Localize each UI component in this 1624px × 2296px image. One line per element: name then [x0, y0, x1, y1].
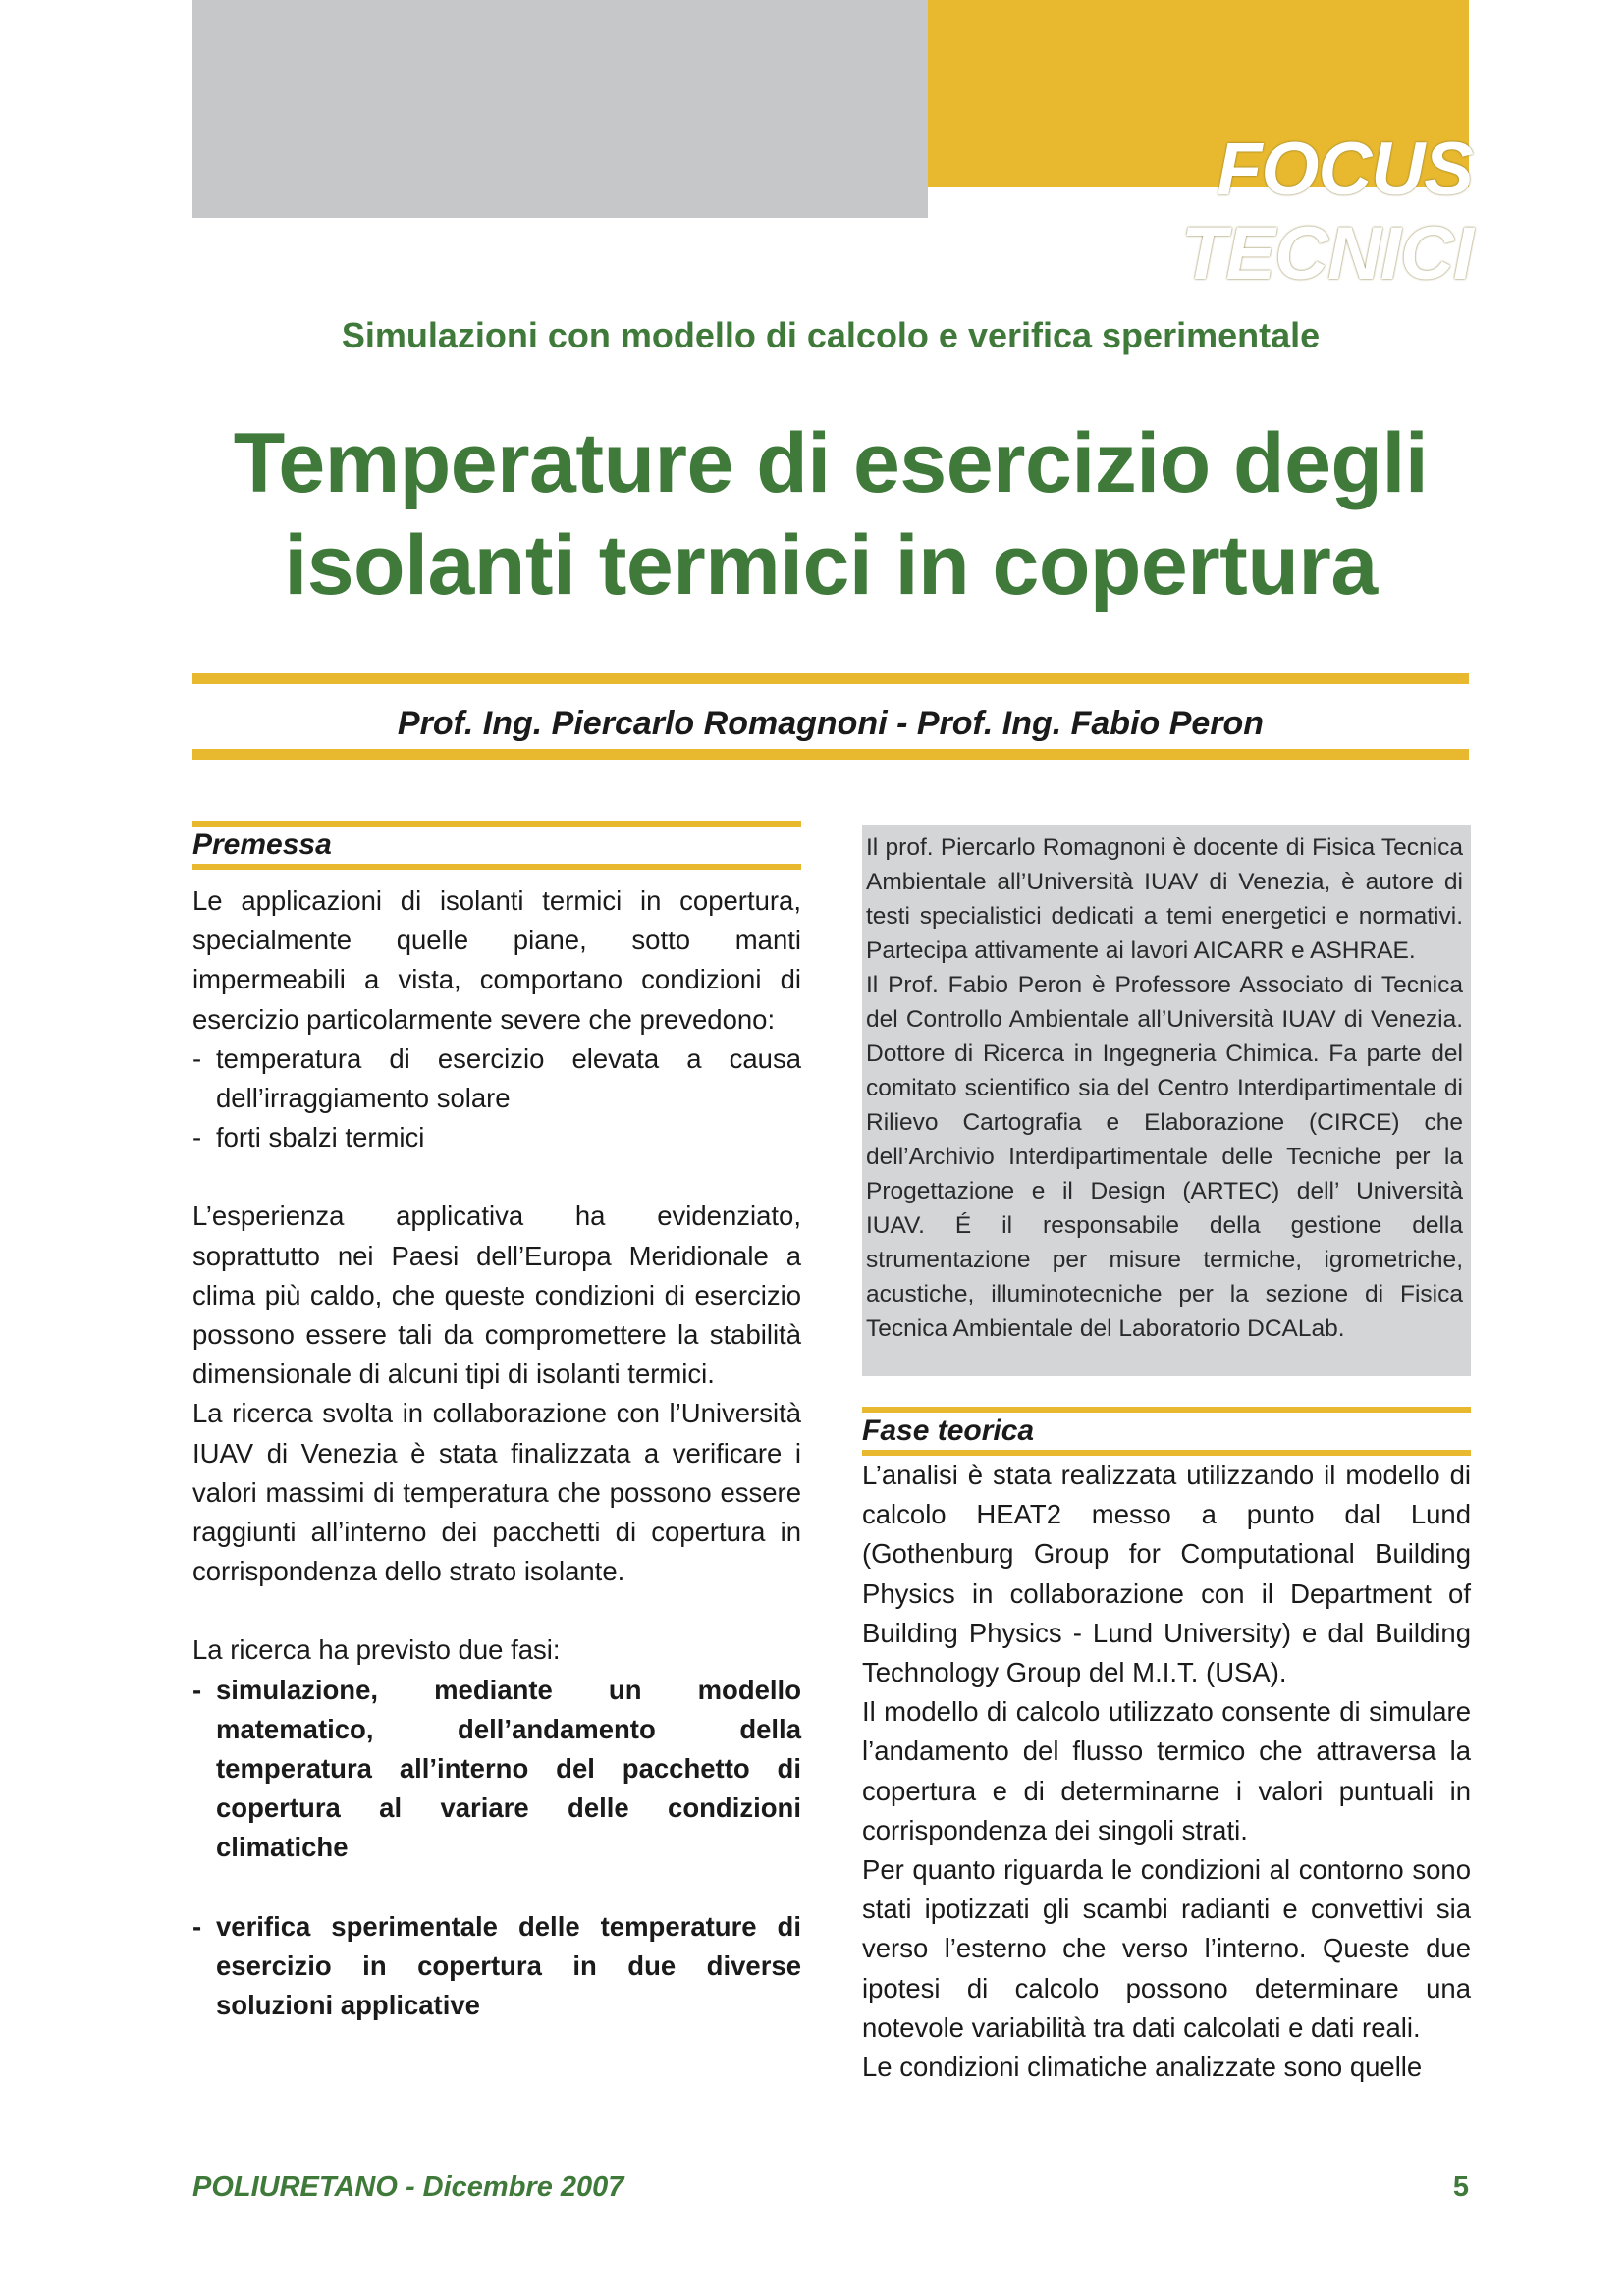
fase-teorica-paragraph-2: Il modello di calcolo utilizzato consente di simulare l’andamento del flusso termico che attraversa la copertura e di determinarne i valori puntuali in corrispondenza dei singoli strati. [862, 1696, 1471, 1845]
bio-paragraph-2: Il Prof. Fabio Peron è Professore Associato di Tecnica del Controllo Ambientale all’Università IUAV di Venezia. Dottore di Ricerca in Ingegneria Chimica. Fa parte del comitato scientifico sia del Centro Interdipartimentale di Rilievo Cartografia e Elaborazione (CIRCE) che dell’Archivio Interdipartimentale delle Tecniche per la Progettazione e il Design (ARTEC) dell’ Università IUAV. É il responsabile della gestione della strumentazione per misure termiche, igrometriche, acustiche, illuminotecniche per la sezione di Fisica Tecnica Ambientale del Laboratorio DCALab. [866, 972, 1463, 1342]
research-phases-list [192, 1671, 801, 2026]
premessa-heading: Premessa [192, 821, 801, 870]
premessa-conditions-list [192, 1040, 801, 1158]
author-bio-box [862, 825, 1471, 1376]
premessa-paragraph-4: La ricerca ha previsto due fasi: [192, 1634, 561, 1666]
right-column [862, 1407, 1471, 2087]
premessa-intro: Le applicazioni di isolanti termici in copertura, specialmente quelle piane, sotto manti impermeabili a vista, comportano condizioni di esercizio particolarmente severe che prevedono: [192, 885, 801, 1035]
bio-paragraph-1: Il prof. Piercarlo Romagnoni è docente di Fisica Tecnica Ambientale all’Università IUAV di Venezia, è autore di testi specialistici dedicati a temi energetici e normativi. Partecipa attivamente ai lavori AICARR e ASHRAE. [866, 834, 1463, 964]
authors-rule-top [192, 673, 1469, 684]
list-item: - simulazione, mediante un modello matematico, dell’andamento della temperatura all’interno del pacchetto di copertura al variare delle condizioni climatiche [192, 1671, 801, 1868]
article-title [192, 412, 1469, 616]
page-number: 5 [1452, 2171, 1469, 2203]
fase-teorica-paragraph-1: L’analisi è stata realizzata utilizzando il modello di calcolo HEAT2 messo a punto dal Lund (Gothenburg Group for Computational Building Physics in collaborazione con il Department of Building Physics - Lund University) e dal Building Technology Group del M.I.T. (USA). [862, 1460, 1471, 1688]
article-title-line-1: Temperature di esercizio degli [233, 416, 1429, 510]
footer-publication: POLIURETANO - Dicembre 2007 [192, 2171, 624, 2203]
article-authors: Prof. Ing. Piercarlo Romagnoni - Prof. Ing. Fabio Peron [397, 705, 1265, 742]
premessa-paragraph-2: L’esperienza applicativa ha evidenziato, soprattutto nei Paesi dell’Europa Meridionale a clima più caldo, che queste condizioni di esercizio possono essere tali da compromettere la stabilità dimensionale di alcuni tipi di isolanti termici. [192, 1201, 801, 1390]
authors-rule-bottom [192, 749, 1469, 760]
article-subtitle: Simulazioni con modello di calcolo e verifica sperimentale [341, 315, 1321, 355]
premessa-paragraph-3: La ricerca svolta in collaborazione con l’Università IUAV di Venezia è stata finalizzata a verificare i valori massimi di temperatura che possono essere raggiunti all’interno dei pacchetti di copertura in corrispondenza dello strato isolante. [192, 1398, 801, 1587]
list-item: - forti sbalzi termici [192, 1118, 801, 1157]
list-item: - temperatura di esercizio elevata a causa dell’irraggiamento solare [192, 1040, 801, 1118]
left-column [192, 821, 801, 2025]
section-label: FOCUS TECNICI [1181, 128, 1473, 295]
fase-teorica-paragraph-4: Le condizioni climatiche analizzate sono quelle [862, 2052, 1423, 2083]
fase-teorica-paragraph-3: Per quanto riguarda le condizioni al contorno sono stati ipotizzati gli scambi radianti e convettivi sia verso l’esterno che verso l’interno. Queste due ipotesi di calcolo possono determinare una notevole variabilità tra dati calcolati e dati reali. [862, 1854, 1471, 2043]
header-gray-band [192, 0, 928, 218]
article-title-line-2: isolanti termici in copertura [284, 518, 1378, 613]
fase-teorica-heading: Fase teorica [862, 1407, 1471, 1456]
list-item: - verifica sperimentale delle temperature di esercizio in copertura in due diverse soluzioni applicative [192, 1907, 801, 2026]
